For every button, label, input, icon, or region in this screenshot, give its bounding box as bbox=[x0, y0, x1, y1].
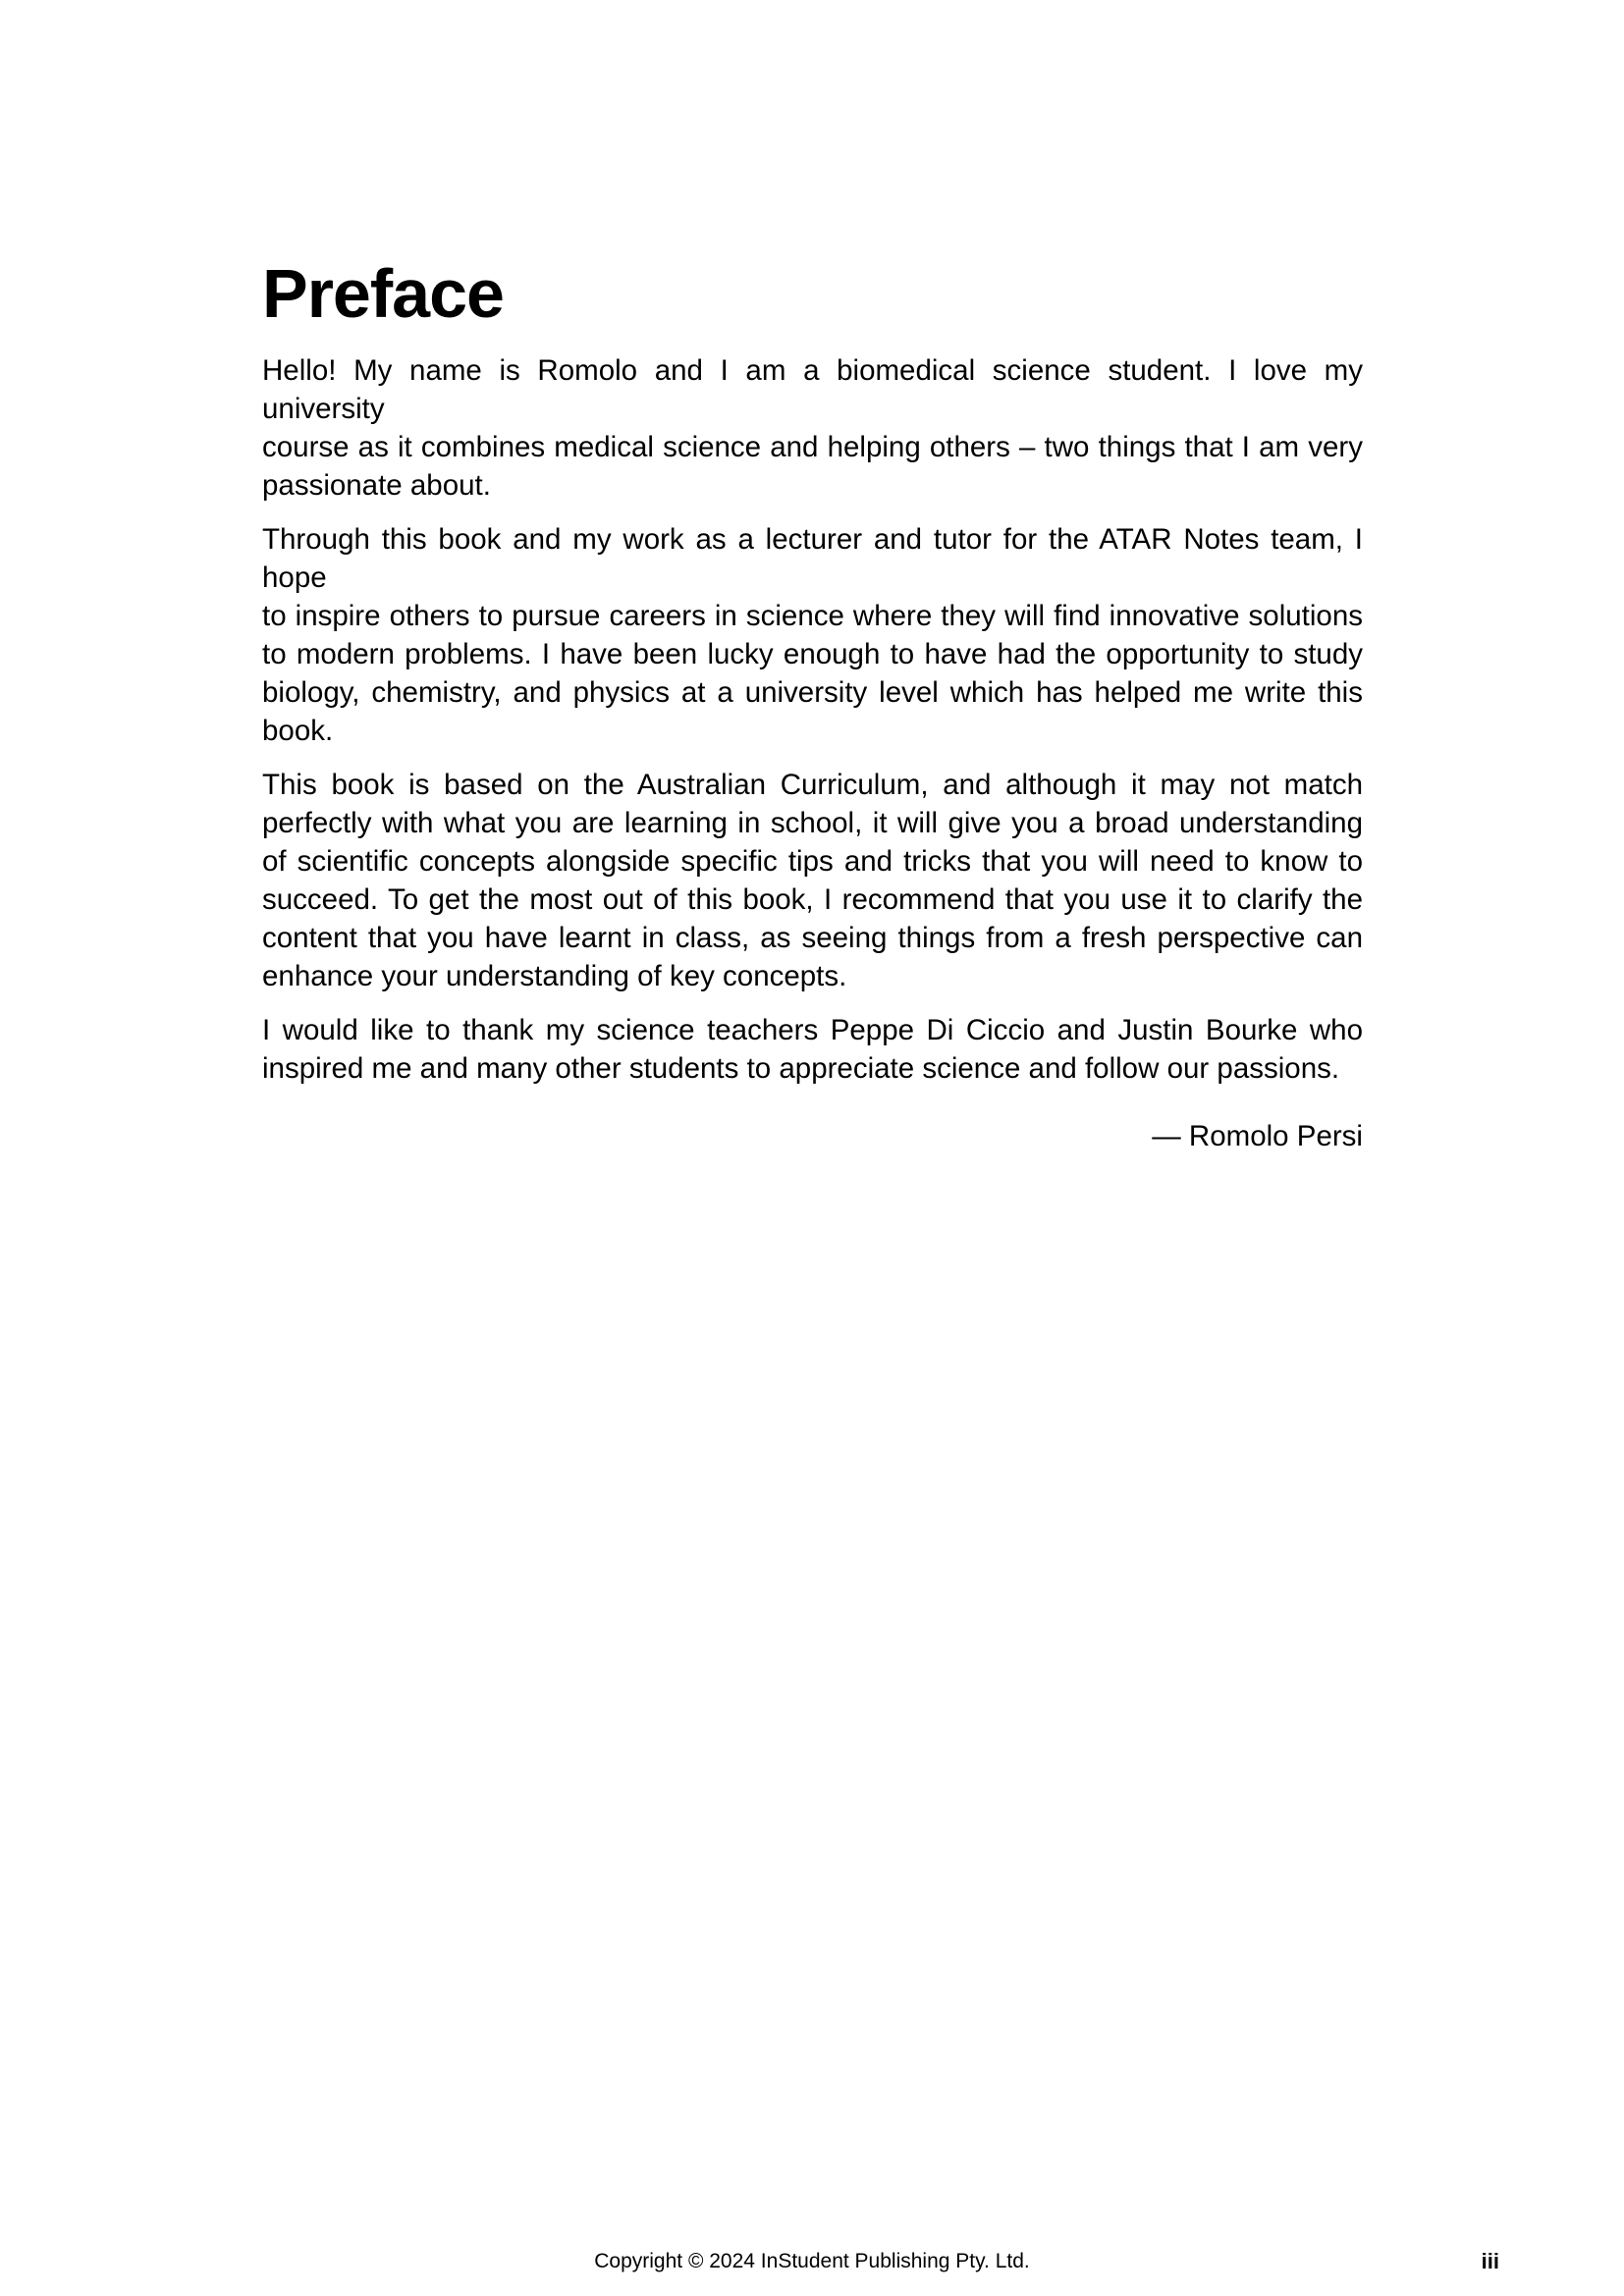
text-line: succeed. To get the most out of this book, I recommend that you use it to clarify the bbox=[262, 883, 1363, 916]
text-line: perfectly with what you are learning in school, it will give you a broad understanding bbox=[262, 807, 1363, 839]
author-signature: — Romolo Persi bbox=[1152, 1120, 1363, 1152]
text-line: book. bbox=[262, 715, 334, 747]
paragraph bbox=[262, 1011, 1363, 1088]
paragraph bbox=[262, 766, 1363, 995]
text-line: to inspire others to pursue careers in science where they will find innovative solutions bbox=[262, 600, 1363, 632]
page-number: iii bbox=[1481, 2249, 1499, 2273]
text-line: I would like to thank my science teachers Peppe Di Ciccio and Justin Bourke who bbox=[262, 1014, 1363, 1046]
text-line: passionate about. bbox=[262, 469, 491, 502]
text-line: of scientific concepts alongside specific tips and tricks that you will need to know to bbox=[262, 845, 1363, 878]
paragraph bbox=[262, 351, 1363, 505]
text-line: to modern problems. I have been lucky enough to have had the opportunity to study bbox=[262, 638, 1363, 670]
text-line: Through this book and my work as a lecturer and tutor for the ATAR Notes team, I hope bbox=[262, 523, 1363, 594]
page-title: Preface bbox=[262, 255, 504, 332]
text-line: biology, chemistry, and physics at a university level which has helped me write this bbox=[262, 676, 1363, 709]
text-line: This book is based on the Australian Curriculum, and although it may not match bbox=[262, 769, 1363, 801]
text-line: enhance your understanding of key concepts. bbox=[262, 960, 847, 992]
text-line: content that you have learnt in class, as seeing things from a fresh perspective can bbox=[262, 922, 1363, 954]
preface-body-text bbox=[262, 351, 1363, 1155]
text-line: Hello! My name is Romolo and I am a biomedical science student. I love my university bbox=[262, 354, 1363, 425]
text-line: inspired me and many other students to appreciate science and follow our passions. bbox=[262, 1052, 1340, 1085]
paragraph bbox=[262, 520, 1363, 750]
text-line: course as it combines medical science and helping others – two things that I am very bbox=[262, 431, 1363, 463]
copyright-notice: Copyright © 2024 InStudent Publishing Pty. Ltd. bbox=[594, 2250, 1030, 2272]
